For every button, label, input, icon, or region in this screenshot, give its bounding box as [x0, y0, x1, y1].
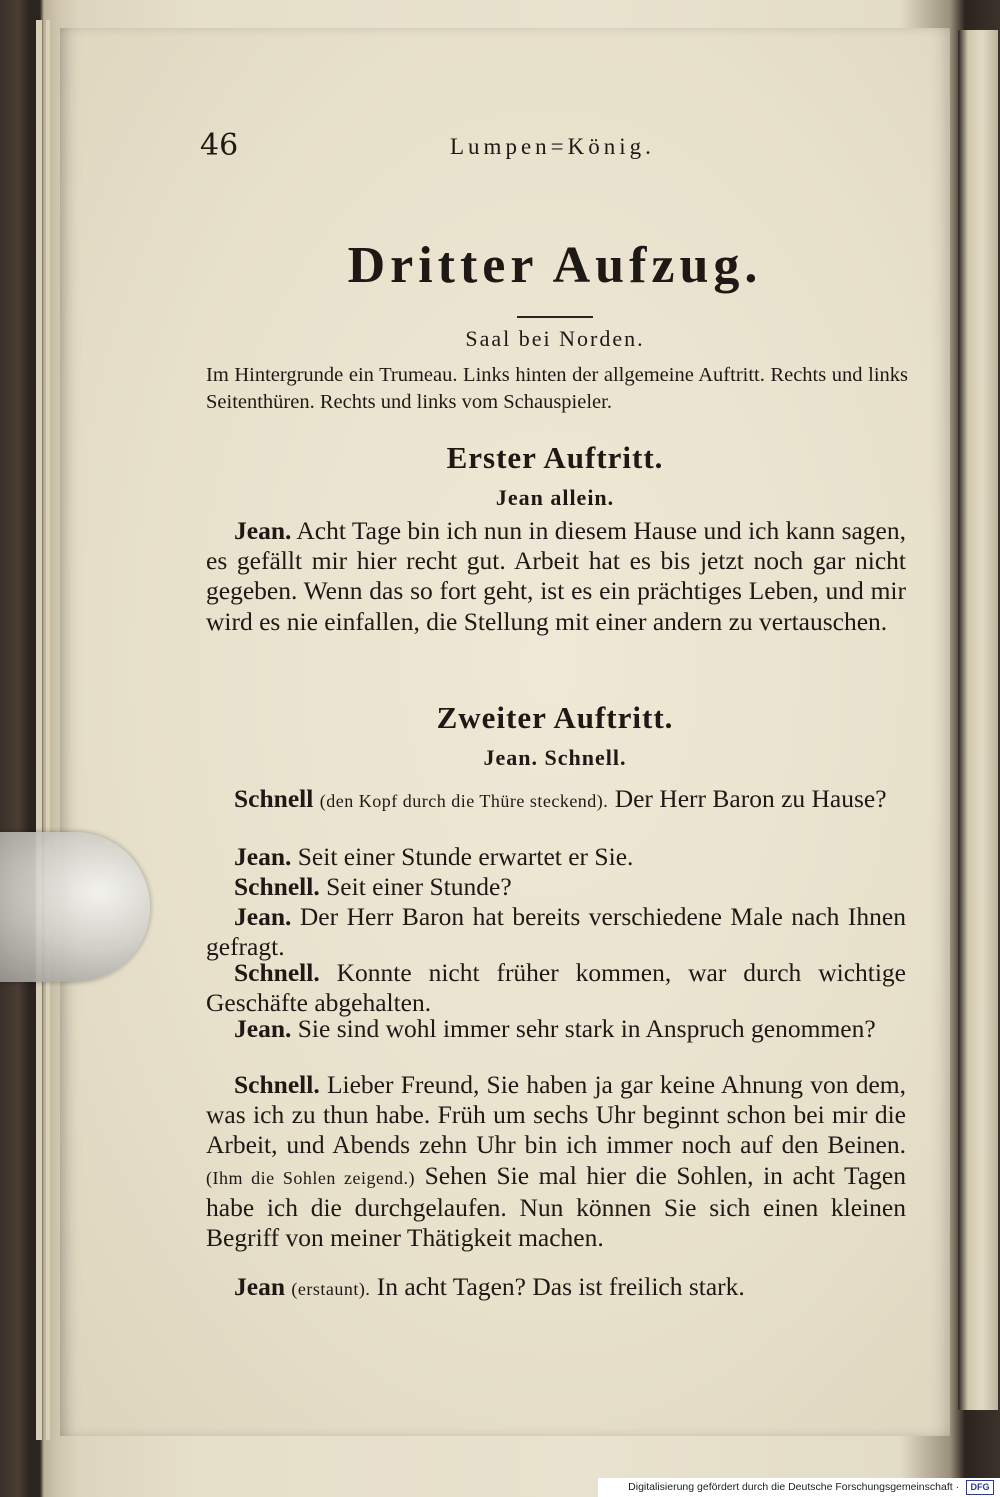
- running-title: Lumpen=König.: [450, 134, 655, 159]
- stage-cue: (Ihm die Sohlen zeigend.): [206, 1167, 416, 1188]
- title-rule: [517, 316, 593, 318]
- dialogue-line: [206, 516, 906, 637]
- dialogue-line: [206, 902, 906, 962]
- dialogue-line: [206, 1014, 906, 1044]
- dfg-logo: DFG: [966, 1480, 994, 1495]
- scene-title-2: Zweiter Auftritt.: [436, 700, 674, 735]
- line-text: Der Herr Baron zu Hause?: [614, 784, 887, 813]
- credit-text: Digitalisierung gefördert durch die Deutsche Forschungsgemeinschaft ·: [628, 1481, 960, 1493]
- line-text-continued: Sehen Sie mal hier die Sohlen, in acht Tagen habe ich die durchgelaufen. Nun können Sie sich einen kleinen Begriff von meiner Thätigkeit machen.: [206, 1160, 906, 1253]
- scene-cast-2: Jean. Schnell.: [483, 745, 627, 770]
- line-text: Seit einer Stunde?: [326, 872, 512, 901]
- page-edge: [46, 20, 50, 1440]
- speaker-name: Jean.: [234, 516, 292, 545]
- dialogue-line: [206, 784, 906, 816]
- stage-cue: (erstaunt).: [291, 1279, 371, 1299]
- page-header: [200, 128, 910, 168]
- speaker-name: Schnell.: [234, 1070, 320, 1099]
- digitization-credit: [598, 1478, 1000, 1497]
- speaker-name: Schnell.: [234, 958, 320, 987]
- dialogue-line: [206, 872, 906, 902]
- page-edge: [36, 20, 42, 1440]
- speaker-name: Jean.: [234, 1014, 292, 1043]
- line-text: Acht Tage bin ich nun in diesem Hause und ich kann sagen, es gefällt mir hier recht gut. Arbeit hat es bis jetzt noch gar nicht gegeben. Wenn das so fort geht, ist es ein prächtiges Leben, und mir wird es nie einfallen, die Stellung mit einer andern zu vertauschen.: [206, 516, 906, 636]
- dialogue-line: [206, 958, 906, 1018]
- line-text: Seit einer Stunde erwartet er Sie.: [297, 842, 634, 871]
- act-title: Dritter Aufzug.: [347, 237, 763, 294]
- line-text: Lieber Freund, Sie haben ja gar keine Ahnung von dem, was ich zu thun habe. Früh um sechs Uhr beginnt schon bei mir die Arbeit, und Abends zehn Uhr bin ich immer noch auf den Beinen.: [206, 1070, 906, 1160]
- scene-title-1: Erster Auftritt.: [446, 440, 664, 475]
- line-text: In acht Tagen? Das ist freilich stark.: [376, 1272, 745, 1301]
- next-page-edge: [958, 30, 998, 1410]
- stage-direction: Im Hintergrunde ein Trumeau. Links hinten der allgemeine Auftritt. Rechts und links Seitenthüren. Rechts und links vom Schauspieler.: [206, 364, 908, 413]
- speaker-name: Jean.: [234, 842, 292, 871]
- page-number: 46: [200, 128, 239, 163]
- speaker-name: Jean: [234, 1272, 285, 1301]
- dialogue-line: [206, 1272, 906, 1304]
- speaker-name: Jean.: [234, 902, 292, 931]
- speaker-name: Schnell: [234, 784, 314, 813]
- line-text: Der Herr Baron hat bereits verschiedene Male nach Ihnen gefragt.: [206, 902, 906, 962]
- scene-cast-1: Jean allein.: [495, 485, 615, 510]
- line-text: Sie sind wohl immer sehr stark in Anspruch genommen?: [297, 1014, 876, 1043]
- dialogue-line: [206, 842, 906, 872]
- thumb-holding-page: [0, 832, 150, 982]
- stage-cue: (den Kopf durch die Thüre steckend).: [319, 791, 609, 811]
- dialogue-line: [206, 1070, 906, 1253]
- line-text: Konnte nicht früher kommen, war durch wichtige Geschäfte abgehalten.: [206, 958, 906, 1018]
- speaker-name: Schnell.: [234, 872, 320, 901]
- scene-setting: Saal bei Norden.: [465, 326, 645, 351]
